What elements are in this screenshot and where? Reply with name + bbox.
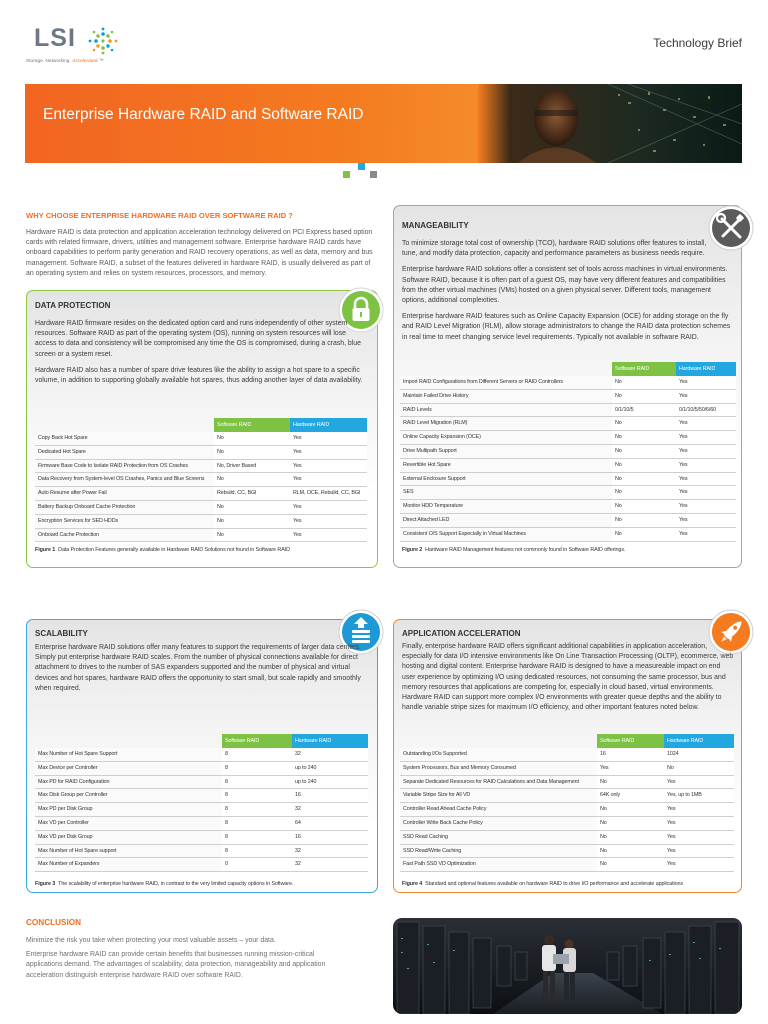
- hardware-raid-cell: Yes: [679, 379, 688, 385]
- table-row: [400, 803, 734, 817]
- document-title: Enterprise Hardware RAID and Software RAID: [43, 106, 364, 123]
- feature-cell: Auto Resume after Power Fail: [35, 487, 214, 500]
- software-raid-cell: No: [217, 435, 224, 441]
- hardware-raid-cell: Yes: [679, 489, 688, 496]
- table-header-hardware: Hardware RAID: [664, 734, 734, 748]
- software-raid-cell: No: [600, 847, 607, 854]
- application-acceleration-table: [400, 734, 734, 872]
- software-raid-cell: No: [615, 516, 622, 523]
- table-row: [35, 529, 367, 543]
- manageability-paragraph: Enterprise hardware RAID features such as Online Capacity Expansion (OCE) for adding storage on the fly and RAID Level Migration (RLM), allow storage administrators to change the RAID data protection schemes in real time to meet changing service level requirements. Typically not available in software RAID.: [402, 313, 731, 341]
- hardware-raid-cell: Yes: [679, 461, 688, 468]
- application-acceleration-title: APPLICATION ACCELERATION: [402, 629, 521, 638]
- feature-cell: Onboard Cache Protection: [35, 529, 214, 542]
- manageability-paragraph: Enterprise hardware RAID solutions offer a consistent set of tools across machines in virtual environments. Software RAID, because it is often part of a guest OS, may have very different features and compatibilities from the other virtual machines (VMs) hosted on a given physical server. Different tools, management options, additional complexities.: [402, 266, 728, 305]
- table-header-row: [400, 734, 734, 748]
- hardware-raid-cell: Yes: [667, 806, 676, 813]
- feature-cell: Max Number of Expanders: [35, 858, 222, 871]
- hardware-raid-cell: 32: [295, 751, 301, 757]
- scalability-text: [35, 643, 365, 700]
- manageability-text: [402, 239, 735, 349]
- table-header-hardware: Hardware RAID: [290, 418, 367, 432]
- table-row: [400, 789, 734, 803]
- hardware-raid-cell: up to 240: [295, 764, 317, 771]
- hardware-raid-cell: 32: [295, 861, 301, 868]
- software-raid-cell: 0: [225, 861, 228, 868]
- feature-cell: Revertible Hot Spare: [400, 459, 612, 472]
- software-raid-cell: No: [217, 517, 224, 524]
- data-protection-table: [35, 418, 367, 542]
- figure-2-caption: [402, 547, 625, 553]
- hardware-raid-cell: Yes: [667, 861, 676, 868]
- software-raid-cell: 0/1/10/5: [615, 406, 634, 413]
- table-row: [35, 845, 368, 859]
- manageability-paragraph: To minimize storage total cost of ownership (TCO), hardware RAID solutions offer features to install, tune, and modify data protection, capacity and performance parameters as business needs require.: [402, 240, 707, 258]
- application-acceleration-paragraph: Finally, enterprise hardware RAID offers significant additional capabilities in application acceleration, especially for data I/O intensive environments like On Line Transaction Processing (OLTP), ecommerce, web hosting and digital content. Enterprise hardware RAID is designed to have a measureable impact on end user experience by optimizing I/O using dedicated resources, not consuming the same processor, bus and memory resources that applications are competing for, especially in cloud based, virtual environments. Hardware RAID can support more complex I/O environments with greater queue depths and the ability to handle variable stripe sizes for maximum I/O efficiency, and other important features noted below.: [402, 643, 734, 712]
- scalability-table: [35, 734, 368, 872]
- feature-cell: Max Number of Hot Spare support: [35, 845, 222, 858]
- software-raid-cell: No: [615, 530, 622, 537]
- feature-cell: RAID Levels: [400, 404, 612, 417]
- table-header-blank: [35, 734, 222, 748]
- feature-cell: Direct Attached LED: [400, 514, 612, 527]
- table-row: [400, 486, 736, 500]
- figure-3-caption: [35, 881, 293, 887]
- decor-square-green: [343, 171, 350, 178]
- table-row: [35, 501, 367, 515]
- software-raid-cell: No: [217, 448, 224, 455]
- software-raid-cell: No: [615, 489, 622, 496]
- hardware-raid-cell: 16: [295, 833, 301, 840]
- software-raid-cell: 8: [225, 833, 228, 840]
- table-header-row: [35, 734, 368, 748]
- hardware-raid-cell: Yes: [679, 392, 688, 399]
- feature-cell: SSD Read/Write Caching: [400, 845, 597, 858]
- feature-cell: System Processors, Bus and Memory Consumed: [400, 762, 597, 775]
- table-row: [400, 776, 734, 790]
- software-raid-cell: 8: [225, 792, 228, 799]
- feature-cell: Consistent O/S Support Especially in Virtual Machines: [400, 528, 612, 541]
- software-raid-cell: No: [615, 379, 622, 385]
- table-header-software: Software RAID: [222, 734, 292, 748]
- table-row: [400, 390, 736, 404]
- software-raid-cell: 8: [225, 764, 228, 771]
- figure-4-caption: [402, 881, 683, 887]
- feature-cell: Separate Dedicated Resources for RAID Calculations and Data Management: [400, 776, 597, 789]
- feature-cell: Import RAID Configurations from Different Servers or RAID Controllers: [400, 376, 612, 389]
- table-row: [400, 445, 736, 459]
- table-row: [400, 817, 734, 831]
- hardware-raid-cell: Yes: [293, 531, 302, 538]
- software-raid-cell: No: [615, 461, 622, 468]
- feature-cell: SES: [400, 486, 612, 499]
- feature-cell: Outstanding I/Os Supported: [400, 748, 597, 761]
- logo-starburst-icon: [86, 26, 120, 56]
- hardware-raid-cell: Yes: [679, 447, 688, 454]
- feature-cell: Fast Path SSD VD Optimization: [400, 858, 597, 871]
- software-raid-cell: No: [615, 420, 622, 427]
- document-type: Technology Brief: [653, 36, 742, 50]
- hardware-raid-cell: Yes: [679, 420, 688, 427]
- scalability-title: SCALABILITY: [35, 629, 88, 638]
- table-row: [400, 831, 734, 845]
- hardware-raid-cell: 32: [295, 847, 301, 854]
- hardware-raid-cell: Yes: [667, 778, 676, 785]
- software-raid-cell: No: [217, 531, 224, 538]
- software-raid-cell: No: [600, 833, 607, 840]
- software-raid-cell: Yes: [600, 764, 609, 771]
- datacenter-photo: [393, 918, 742, 1014]
- table-row: [400, 748, 734, 762]
- figure-label: Figure 1: [35, 547, 56, 553]
- hardware-raid-cell: Yes: [679, 475, 688, 482]
- hardware-raid-cell: Yes: [293, 435, 302, 441]
- feature-cell: Max Number of Hot Spare Support: [35, 748, 222, 761]
- feature-cell: Max PD for RAID Configuration: [35, 776, 222, 789]
- feature-cell: Online Capacity Expansion (OCE): [400, 431, 612, 444]
- table-row: [400, 528, 736, 542]
- software-raid-cell: 8: [225, 751, 228, 757]
- hardware-raid-cell: Yes: [293, 448, 302, 455]
- software-raid-cell: 8: [225, 806, 228, 813]
- hardware-raid-cell: Yes, up to 1MB: [667, 792, 702, 799]
- table-header-software: Software RAID: [214, 418, 290, 432]
- feature-cell: Monitor HDD Temperature: [400, 500, 612, 513]
- intro-heading: WHY CHOOSE ENTERPRISE HARDWARE RAID OVER SOFTWARE RAID ?: [26, 211, 293, 220]
- logo-tagline: [26, 59, 104, 64]
- decor-square-gray: [370, 171, 377, 178]
- software-raid-cell: No, Driver Based: [217, 462, 257, 469]
- table-row: [35, 446, 367, 460]
- hardware-raid-cell: Yes: [667, 847, 676, 854]
- hardware-raid-cell: RLM, OCE, Rebuild, CC, BGI: [293, 490, 361, 497]
- tagline-text: Storage. Networking.: [26, 59, 73, 64]
- feature-cell: External Enclosure Support: [400, 473, 612, 486]
- table-header-software: Software RAID: [597, 734, 664, 748]
- software-raid-cell: Rebuild, CC, BGI: [217, 490, 257, 497]
- hardware-raid-cell: Yes: [293, 462, 302, 469]
- table-row: [35, 858, 368, 872]
- software-raid-cell: No: [615, 475, 622, 482]
- table-row: [400, 459, 736, 473]
- data-protection-text: [35, 319, 365, 392]
- figure-1-caption: [35, 547, 290, 553]
- table-row: [400, 845, 734, 859]
- hardware-raid-cell: Yes: [679, 503, 688, 510]
- table-row: [400, 431, 736, 445]
- feature-cell: Variable Stripe Size for All VD: [400, 789, 597, 802]
- software-raid-cell: 64K only: [600, 792, 621, 799]
- tagline-trademark: ™: [98, 59, 104, 64]
- table-header-row: [400, 362, 736, 376]
- application-acceleration-text: [402, 642, 735, 719]
- software-raid-cell: 8: [225, 847, 228, 854]
- figure-caption-text: Standard and optional features available on hardware RAID to drive I/O performance and accelerate applications: [425, 881, 683, 887]
- software-raid-cell: No: [615, 392, 622, 399]
- hardware-raid-cell: Yes: [679, 434, 688, 441]
- table-row: [35, 748, 368, 762]
- figure-caption-text: Hardware RAID Management features not commonly found in Software RAID offerings.: [425, 547, 626, 553]
- banner-photo: [478, 84, 742, 163]
- software-raid-cell: No: [615, 447, 622, 454]
- hardware-raid-cell: Yes: [293, 476, 302, 483]
- figure-label: Figure 3: [35, 881, 56, 887]
- table-row: [35, 817, 368, 831]
- table-row: [400, 762, 734, 776]
- software-raid-cell: 8: [225, 778, 228, 785]
- hardware-raid-cell: up to 240: [295, 778, 317, 785]
- hardware-raid-cell: Yes: [679, 530, 688, 537]
- software-raid-cell: No: [600, 806, 607, 813]
- software-raid-cell: No: [217, 503, 224, 510]
- data-protection-paragraph: Hardware RAID firmware resides on the dedicated option card and runs independently of other system resources. Software RAID as part of the operating system (OS), running on system resources will lose access to data and consistency will be compromised any time the OS is compromised, during a crash, blue screen or a system reset.: [35, 320, 361, 358]
- software-raid-cell: No: [615, 503, 622, 510]
- feature-cell: Controller Write Back Cache Policy: [400, 817, 597, 830]
- feature-cell: SSD Read Caching: [400, 831, 597, 844]
- table-row: [35, 460, 367, 474]
- feature-cell: Dedicated Hot Spare: [35, 446, 214, 459]
- table-header-hardware: Hardware RAID: [292, 734, 368, 748]
- hardware-raid-cell: 16: [295, 792, 301, 799]
- feature-cell: Maintain Failed Drive History: [400, 390, 612, 403]
- feature-cell: Drive Multipath Support: [400, 445, 612, 458]
- conclusion-text: [26, 936, 348, 985]
- software-raid-cell: No: [217, 476, 224, 483]
- tagline-accent: Accelerated.: [72, 59, 99, 64]
- table-row: [35, 515, 367, 529]
- table-row: [400, 514, 736, 528]
- software-raid-cell: No: [600, 778, 607, 785]
- feature-cell: Encryption Services for SED HDDs: [35, 515, 214, 528]
- table-header-row: [35, 418, 367, 432]
- feature-cell: Battery Backup Onboard Cache Protection: [35, 501, 214, 514]
- manageability-title: MANAGEABILITY: [402, 221, 469, 230]
- hardware-raid-cell: No: [667, 764, 674, 771]
- table-row: [35, 831, 368, 845]
- hardware-raid-cell: Yes: [667, 819, 676, 826]
- conclusion-paragraph: Minimize the risk you take when protecting your most valuable assets – your data.: [26, 937, 276, 944]
- table-header-blank: [400, 734, 597, 748]
- software-raid-cell: No: [600, 861, 607, 868]
- table-row: [35, 473, 367, 487]
- figure-label: Figure 4: [402, 881, 423, 887]
- software-raid-cell: 16: [600, 751, 606, 757]
- table-row: [400, 404, 736, 418]
- conclusion-heading: CONCLUSION: [26, 918, 82, 927]
- table-header-blank: [400, 362, 612, 376]
- table-header-blank: [35, 418, 214, 432]
- feature-cell: RAID Level Migration (RLM): [400, 417, 612, 430]
- table-row: [400, 473, 736, 487]
- table-row: [35, 762, 368, 776]
- table-row: [35, 789, 368, 803]
- hardware-raid-cell: Yes: [293, 503, 302, 510]
- feature-cell: Max VD per Controller: [35, 817, 222, 830]
- table-row: [35, 776, 368, 790]
- hardware-raid-cell: 32: [295, 806, 301, 813]
- decor-square-blue: [358, 163, 365, 170]
- feature-cell: Firmware Base Code to Isolate RAID Protection from OS Crashes: [35, 460, 214, 473]
- hardware-raid-cell: Yes: [293, 517, 302, 524]
- hardware-raid-cell: Yes: [667, 833, 676, 840]
- table-row: [35, 487, 367, 501]
- feature-cell: Copy Back Hot Spare: [35, 432, 214, 445]
- software-raid-cell: No: [600, 819, 607, 826]
- intro-body: [26, 228, 378, 285]
- table-row: [400, 417, 736, 431]
- title-banner: [25, 84, 742, 163]
- data-protection-paragraph: Hardware RAID also has a number of spare drive features like the ability to assign a hot spare to a specific volume, in addition to supporting globally available hot spares, thus adding another layer of data availability.: [35, 366, 363, 385]
- table-row: [35, 432, 367, 446]
- scalability-paragraph: Enterprise hardware RAID solutions offer many features to support the requirements of larger data centers. Simply put enterprise hardware RAID scales. From the number of physical connections available for direct attachment to drives to the number of SAS expanders supported and the number of physical and virtual devices and hot spares, hardware RAID offers the opportunity to start small, but scale rapidly and smoothly when required.: [35, 644, 361, 692]
- hardware-raid-cell: 0/1/10/5/50/6/60: [679, 406, 717, 413]
- hardware-raid-cell: Yes: [679, 516, 688, 523]
- feature-cell: Max PD per Disk Group: [35, 803, 222, 816]
- table-row: [400, 858, 734, 872]
- feature-cell: Max Disk Group per Controller: [35, 789, 222, 802]
- table-row: [400, 376, 736, 390]
- feature-cell: Max Device per Controller: [35, 762, 222, 775]
- feature-cell: Max VD per Disk Group: [35, 831, 222, 844]
- manageability-table: [400, 362, 736, 542]
- figure-label: Figure 2: [402, 547, 423, 553]
- table-header-hardware: Hardware RAID: [676, 362, 736, 376]
- conclusion-paragraph: Enterprise hardware RAID can provide certain benefits that businesses running mission-critical applications demand. The advantages of scalability, data protection, manageability and application acceleration distinguish enterprise hardware RAID over software RAID.: [26, 951, 326, 979]
- data-protection-title: DATA PROTECTION: [35, 301, 111, 310]
- hardware-raid-cell: 1024: [667, 751, 679, 757]
- feature-cell: Controller Read Ahead Cache Policy: [400, 803, 597, 816]
- software-raid-cell: 8: [225, 819, 228, 826]
- table-row: [400, 500, 736, 514]
- figure-caption-text: The scalability of enterprise hardware RAID, in contrast to the very limited capacity options in Software.: [58, 881, 294, 887]
- table-row: [35, 803, 368, 817]
- table-header-software: Software RAID: [612, 362, 676, 376]
- feature-cell: Data Recovery from System-level OS Crashes, Panics and Blue Screens: [35, 473, 214, 486]
- intro-paragraph: Hardware RAID is data protection and application acceleration technology delivered on PCI Express based option cards with related firmware, drivers, utilities and management software. Enterprise hardware RAID cards have onboard capabilities to perform parity generation and RAID recovery operations, as well as data, memory and bus management. Software RAID, a subset of the features delivered in hardware RAID, is usually delivered as part of an operating system and relies on system resources, processors, and memory.: [26, 229, 373, 277]
- figure-caption-text: Data Protection Features generally available in Hardware RAID Solutions not found in Software RAID: [58, 547, 290, 553]
- software-raid-cell: No: [615, 434, 622, 441]
- logo-wordmark: LSI: [34, 24, 76, 52]
- hardware-raid-cell: 64: [295, 819, 301, 826]
